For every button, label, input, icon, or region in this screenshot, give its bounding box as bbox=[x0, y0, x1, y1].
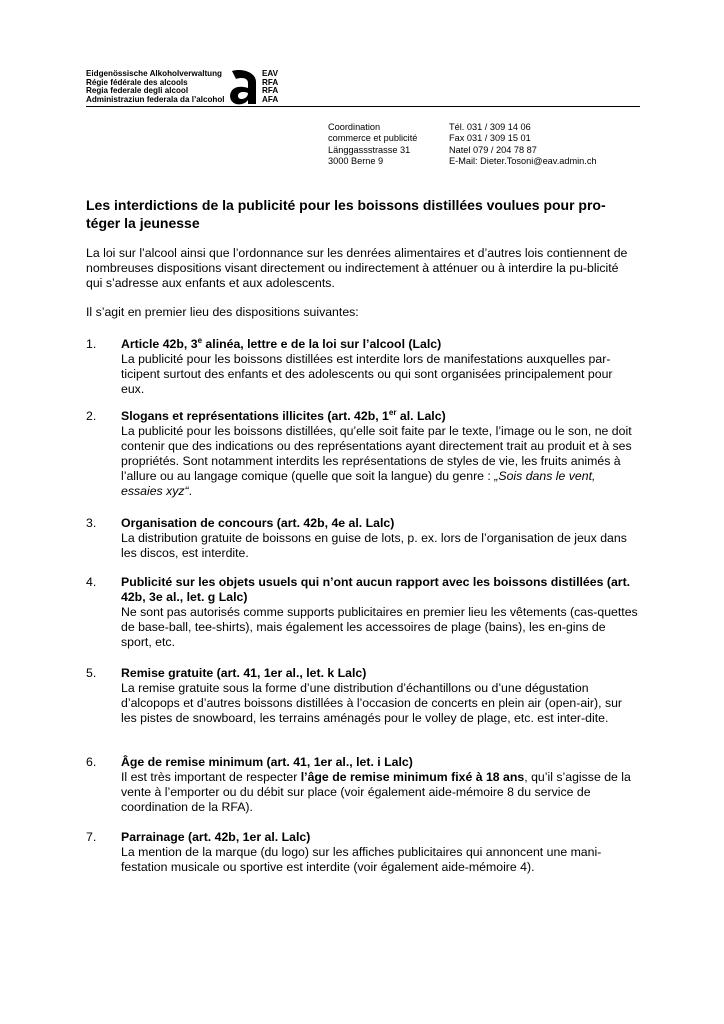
agency-name-rm: Administraziun federala da l’alcohol bbox=[86, 94, 225, 104]
list-item-number: 7. bbox=[86, 830, 97, 844]
list-item-text: La publicité pour les boissons distillées est interdite lors de manifestations auxquelles par-ticipent surtout des enfants et des adolescents ou qui sont organisées principalement pour eux. bbox=[121, 352, 613, 396]
list-item-7 bbox=[86, 830, 638, 875]
list-item-heading: Remise gratuite (art. 41, 1er al., let. k Lalc) bbox=[121, 666, 367, 680]
list-item-heading: Organisation de concours (art. 42b, 4e al. Lalc) bbox=[121, 516, 395, 530]
contact-numbers bbox=[449, 122, 597, 167]
contact-dept: Coordination bbox=[328, 122, 381, 132]
text-part: . bbox=[188, 484, 193, 498]
list-item-text bbox=[121, 424, 638, 499]
header-divider bbox=[86, 106, 640, 107]
contact-street: Länggassstrasse 31 bbox=[328, 144, 411, 155]
heading-superscript: e bbox=[197, 336, 203, 345]
contact-fax: Fax 031 / 309 15 01 bbox=[449, 133, 531, 144]
contact-section: commerce et publicité bbox=[328, 133, 418, 144]
list-item-text bbox=[121, 770, 638, 815]
abbr-it: RFA bbox=[262, 86, 279, 96]
list-item-number: 6. bbox=[86, 755, 97, 769]
list-item-number: 3. bbox=[86, 516, 97, 530]
document-title: Les interdictions de la publicité pour les boissons distillées voulues pour pro-téger la jeunesse bbox=[86, 197, 606, 231]
list-item-text: Ne sont pas autorisés comme supports publicitaires en premier lieu les vêtements (cas-quettes de base-ball, tee-shirts), mais également les accessoires de plage (bains), les en-gins de sport, etc. bbox=[121, 605, 638, 649]
list-item-3 bbox=[86, 516, 638, 561]
agency-name-de: Eidgenössische Alkoholverwaltung bbox=[86, 69, 222, 78]
heading-part: Slogans et représentations illicites (art. 42b, 1 bbox=[121, 409, 389, 423]
abbr-de: EAV bbox=[262, 69, 279, 78]
heading-part: alinéa, lettre e de la loi sur l’alcool (Lalc) bbox=[202, 337, 442, 351]
list-item-text: La mention de la marque (du logo) sur les affiches publicitaires qui annoncent une mani-festation musicale ou sportive est interdite (voir également aide-mémoire 4). bbox=[121, 845, 602, 874]
list-item-number: 2. bbox=[86, 409, 97, 423]
heading-part: Article 42b, 3 bbox=[121, 337, 198, 351]
heading-part: al. Lalc) bbox=[396, 409, 446, 423]
list-item-text: La distribution gratuite de boissons en guise de lots, p. ex. lors de l’organisation de jeux dans les discos, est interdite. bbox=[121, 531, 627, 560]
agency-name-it: Regia federale degli alcool bbox=[86, 86, 189, 96]
list-item-number: 4. bbox=[86, 575, 97, 589]
agency-logo-icon bbox=[228, 68, 260, 106]
contact-mobile: Natel 079 / 204 78 87 bbox=[449, 144, 537, 155]
text-part: La publicité pour les boissons distillées, qu’elle soit faite par le texte, l’image ou le son, ne doit contenir que des indications ou des représentations ayant directement trait au produit et à ses propriétés. Sont notamment interdits les représentations de styles de vie, les fruits animés à l’allure ou au langage comique (quelle que soit la langue) du genre : bbox=[121, 424, 632, 483]
slogan-example: „Sois dans le vent, essaies xyz“ bbox=[121, 469, 596, 498]
contact-phone: Tél. 031 / 309 14 06 bbox=[449, 122, 531, 132]
list-item-heading: Publicité sur les objets usuels qui n’ont aucun rapport avec les boissons distillées (art. 42b, 3e al., let. g Lalc) bbox=[121, 575, 631, 604]
heading-superscript: er bbox=[388, 408, 397, 417]
text-part: , qu’il s’agisse de la vente à l’emporter ou du débit sur place (voir également aide-mémoire 8 du service de coordination de la RFA). bbox=[121, 770, 631, 814]
list-item-5 bbox=[86, 666, 638, 726]
agency-names bbox=[86, 70, 225, 104]
agency-abbreviations bbox=[262, 70, 278, 104]
list-item-6 bbox=[86, 755, 638, 815]
list-item-2 bbox=[86, 409, 638, 499]
list-item-text: La remise gratuite sous la forme d’une distribution d’échantillons ou d’une dégustation d’alcopops et d’autres boissons distillées à l’occasion de concerts en plein air (open-air), sur les pistes de snowboard, les terrains aménagés pour le volley de plage, etc. est inter-dite. bbox=[121, 681, 623, 725]
list-item-1 bbox=[86, 337, 638, 397]
abbr-rm: AFA bbox=[262, 94, 279, 104]
age-requirement: l’âge de remise minimum fixé à 18 ans bbox=[300, 770, 525, 784]
agency-name-fr: Régie fédérale des alcools bbox=[86, 77, 188, 87]
contact-address bbox=[328, 122, 417, 167]
list-item-4 bbox=[86, 575, 638, 650]
contact-email: E-Mail: Dieter.Tosoni@eav.admin.ch bbox=[449, 155, 597, 166]
list-item-heading bbox=[121, 337, 638, 352]
list-item-number: 5. bbox=[86, 666, 97, 680]
contact-city: 3000 Berne 9 bbox=[328, 155, 384, 166]
list-item-heading: Âge de remise minimum (art. 41, 1er al., let. i Lalc) bbox=[121, 755, 413, 769]
list-item-number: 1. bbox=[86, 337, 97, 351]
list-item-heading bbox=[121, 409, 638, 424]
lead-paragraph: Il s’agit en premier lieu des dispositions suivantes: bbox=[86, 305, 359, 319]
text-part: Il est très important de respecter bbox=[121, 770, 301, 784]
list-item-heading: Parrainage (art. 42b, 1er al. Lalc) bbox=[121, 830, 311, 844]
intro-paragraph: La loi sur l’alcool ainsi que l’ordonnance sur les denrées alimentaires et d’autres lois contiennent de nombreuses dispositions visant directement ou indirectement à atténuer ou à interdire la pu-blicité qui s’adresse aux enfants et aux adolescents. bbox=[86, 246, 628, 290]
abbr-fr: RFA bbox=[262, 77, 279, 87]
